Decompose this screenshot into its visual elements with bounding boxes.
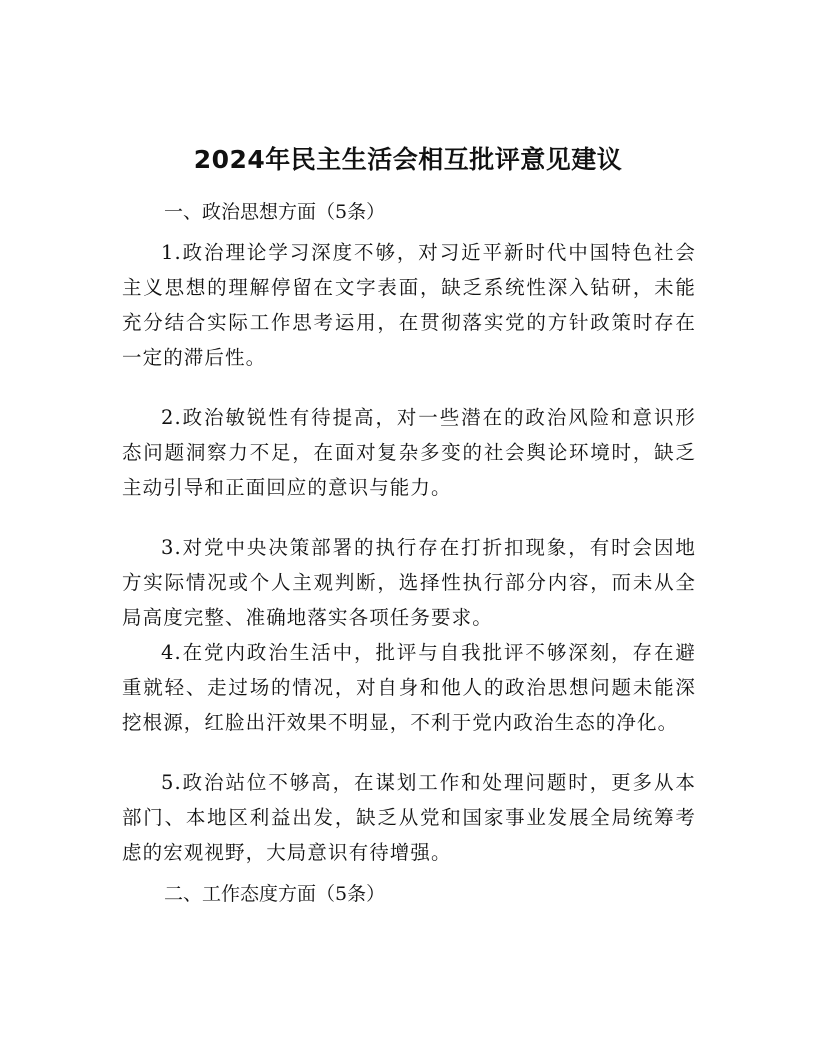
paragraph-item-1: 1.政治理论学习深度不够，对习近平新时代中国特色社会主义思想的理解停留在文字表面，缺乏系统性深入钻研，未能充分结合实际工作思考运用，在贯彻落实党的方针政策时存在一定的滞后性。	[122, 241, 696, 369]
paragraph-item-3: 3.对党中央决策部署的执行存在打折扣现象，有时会因地方实际情况或个人主观判断，选择性执行部分内容，而未从全局高度完整、准确地落实各项任务要求。	[122, 536, 696, 629]
document-title: 2024年民主生活会相互批评意见建议	[193, 145, 623, 174]
section-heading-political-thought: 一、政治思想方面（5条）	[164, 201, 386, 223]
paragraph-item-5: 5.政治站位不够高，在谋划工作和处理问题时，更多从本部门、本地区利益出发，缺乏从党和国家事业发展全局统筹考虑的宏观视野，大局意识有待增强。	[122, 771, 696, 864]
paragraph-item-4: 4.在党内政治生活中，批评与自我批评不够深刻，存在避重就轻、走过场的情况，对自身和他人的政治思想问题未能深挖根源，红脸出汗效果不明显，不利于党内政治生态的净化。	[122, 641, 696, 734]
section-heading-work-attitude: 二、工作态度方面（5条）	[164, 883, 386, 905]
paragraph-item-2: 2.政治敏锐性有待提高，对一些潜在的政治风险和意识形态问题洞察力不足，在面对复杂多变的社会舆论环境时，缺乏主动引导和正面回应的意识与能力。	[122, 406, 696, 499]
